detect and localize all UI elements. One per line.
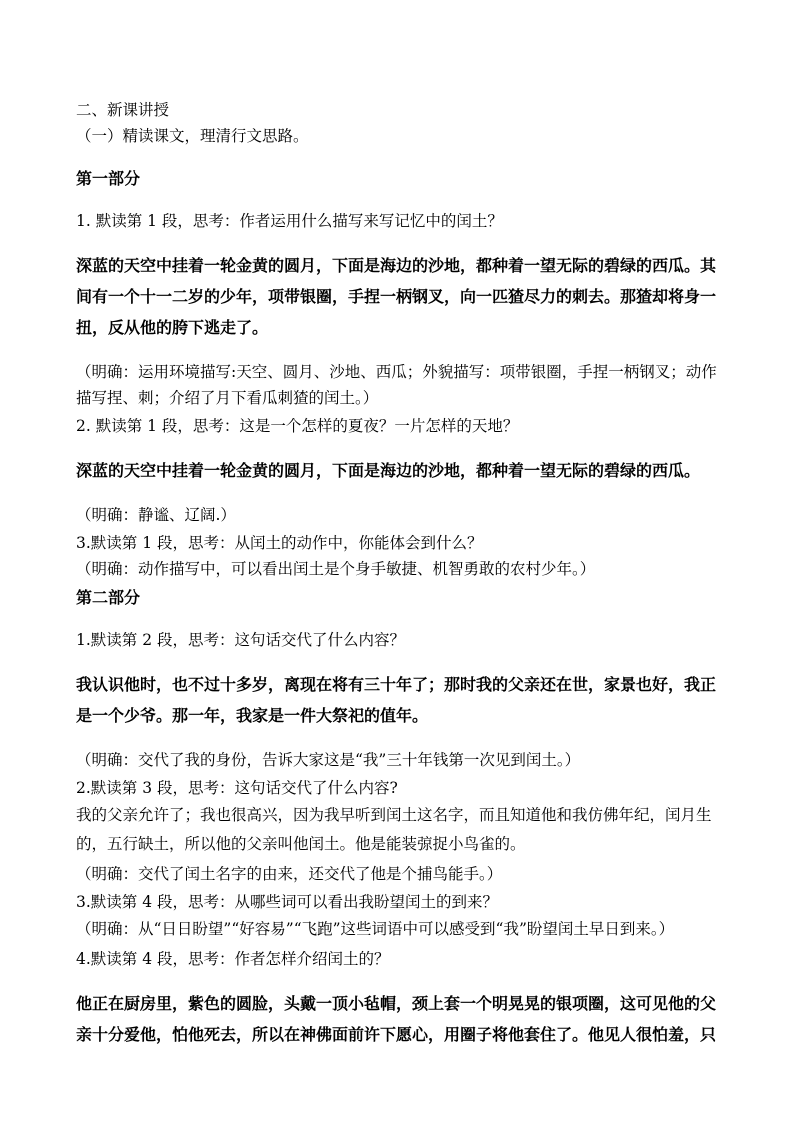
part1-quote-2: 深蓝的天空中挂着一轮金黄的圆月，下面是海边的沙地，都种着一望无际的碧绿的西瓜。 xyxy=(76,461,701,480)
part1-question-2: 2. 默读第 1 段，思考：这是一个怎样的夏夜？一片怎样的天地？ xyxy=(76,417,519,435)
part1-answer-1: （明确：运用环境描写:天空、圆月、沙地、西瓜；外貌描写：项带银圈，手捏一柄钢叉；动作描写捏、刺；介绍了月下看瓜刺猹的闰土。） xyxy=(76,363,717,407)
part2-question-2: 2.默读第 3 段，思考：这句话交代了什么内容? xyxy=(76,779,398,797)
part2-answer-1: （明确：交代了我的身份，告诉大家这是“我”三十年钱第一次见到闰土。） xyxy=(76,751,581,769)
part2-quote-4: 他正在厨房里，紫色的圆脸，头戴一顶小毡帽，颈上套一个明晃晃的银项圈，这可见他的父亲十分爱他，怕他死去，所以在神佛面前许下愿心，用圈子将他套住了。他见人很怕羞，只 xyxy=(76,994,717,1044)
section-title: 二、新课讲授 xyxy=(76,101,170,119)
part2-question-3: 3.默读第 4 段，思考：从哪些词可以看出我盼望闰土的到来？ xyxy=(76,893,499,911)
part1-quote-1: 深蓝的天空中挂着一轮金黄的圆月，下面是海边的沙地，都种着一望无际的碧绿的西瓜。其间有一个十一二岁的少年，项带银圈，手捏一柄钢叉，向一匹猹尽力的刺去。那猹却将身一扭，反从他的胯下逃走了。 xyxy=(76,256,717,337)
part2-quote-1: 我认识他时，也不过十多岁，离现在将有三十年了；那时我的父亲还在世，家景也好，我正是一个少爷。那一年，我家是一件大祭祀的值年。 xyxy=(76,675,717,725)
part1-question-1: 1. 默读第 1 段，思考：作者运用什么描写来写记忆中的闰土？ xyxy=(76,212,503,230)
part2-text-2: 我的父亲允许了；我也很高兴，因为我早听到闰土这名字，而且知道他和我仿佛年纪，闰月生的，五行缺土，所以他的父亲叫他闰土。他是能装弶捉小鸟雀的。 xyxy=(76,806,712,853)
part2-answer-2: （明确：交代了闰土名字的由来，还交代了他是个捕鸟能手。） xyxy=(76,865,503,883)
part2-heading: 第二部分 xyxy=(76,588,141,607)
part1-answer-3: （明确：动作描写中，可以看出闰土是个身手敏捷、机智勇敢的农村少年。） xyxy=(76,560,596,578)
part1-answer-2: （明确：静谧、辽阔.） xyxy=(76,506,236,524)
subsection-title: （一）精读课文，理清行文思路。 xyxy=(76,127,309,145)
part1-heading: 第一部分 xyxy=(76,169,141,188)
part2-question-4: 4.默读第 4 段，思考：作者怎样介绍闰土的？ xyxy=(76,950,390,968)
part2-question-1: 1.默读第 2 段，思考：这句话交代了什么内容？ xyxy=(76,631,406,649)
part2-answer-3: （明确：从“日日盼望”“好容易”“飞跑”这些词语中可以感受到“我”盼望闰土早日到来。） xyxy=(76,920,675,938)
part1-question-3: 3.默读第 1 段，思考：从闰土的动作中，你能体会到什么？ xyxy=(76,534,483,552)
